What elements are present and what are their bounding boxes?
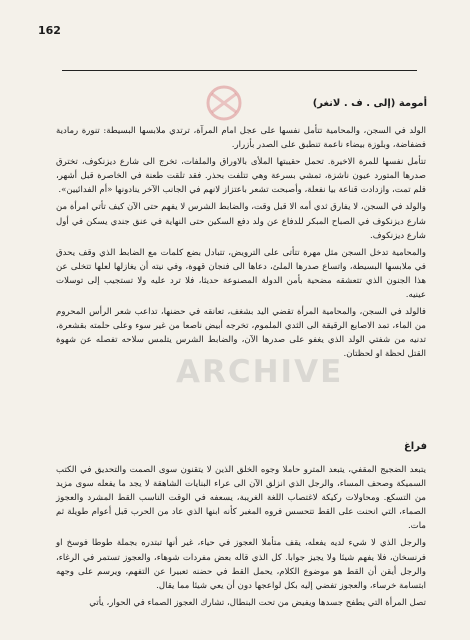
paragraph: والرجل الذي لا شيء لديه يفعله، يقف متأملا العجوز في حياء، غير أنها تبتدره بجملة طوطا فوسخ او فرنسخان، فلا يفهم شيئا ولا يجيز جوابا. كل الذي قاله بعض مفردات شوهاء، والعجوز تستمر في الرغاء، والرجل أيقن أن القط هو موضوع الكلام، يحمل القط في حضنه تعبيرا عن التفهم، ويرسم على وجهه ابتسامة خرساء، والعجوز تفضي إليه بكل لواعجها دون أن يعي شيئا مما يقال. [56,538,426,591]
paragraph: والمحامية تدخل السجن مثل مهرة تتأتى على الترويض، تتبادل بضع كلمات مع الضابط الذي وقف يحدق في ملابسها البسيطة، واتساع صدرها الملئ، دعاها الى فنجان قهوة، وفي نيته أن يغازلها لعلها تتخلى عن هذا الجنون الذي تتعشقه مضحية بأمن الدولة المصنوعة حديثا، فلا ترد عليه ولا تستجيب إلى توسلات عينيه. [56,247,426,301]
header-rule [62,70,417,71]
section-heading-motherhood: أمومة (إلى . ف . لانغر) [312,98,427,109]
section-body-emptiness [56,463,426,613]
archive-seal-icon [196,82,252,124]
paragraph: الولد في السجن، والمحامية تتأمل نفسها على عجل امام المرآة، ترتدي ملابسها البسيطة: تنورة رمادية فضفاضة، وبلوزة بيضاء ناعمة تنطبق على الصدر بأزرار. [56,126,426,151]
paragraph: تصل المرأة التي يطفح جسدها ويفيض من تحت البنطال، تشارك العجوز الصماء في الحوار، يأتي [89,597,426,608]
page-number: 162 [38,24,61,37]
section-body-motherhood [56,124,426,365]
paragraph: فالولد في السجن، والمحامية المرأة تقضي اليد بشغف، تعانقه في حضنها، تداعب شعر الرأس المحروم من الماء، تمد الاصابع الرقيقة الى الثدي الملموم، تخرجه أبيض ناصعا من غير سوء وعلى حلمته بقشعرة، تدنيه من شفتي الولد الذي يغفو على صدرها الآن، والضابط الشرس يتلمس سلاحه تفصله عن شهوة القتل لحظة او لحظتان. [56,307,426,360]
section-heading-emptiness: فراغ [403,441,427,452]
paragraph: تتأمل نفسها للمرة الاخيرة. تحمل حقيبتها الملأى بالاوراق والملفات، تخرج الى شارع ديزنكوف، تخترق صدرها المتورد عيون ناشزة، تمشي بسرعة وهي تتلفت بحذر. فقد تلقت طعنة في الخاصرة قبل أشهر، فلم تمت، وازدادت قناعة بيا نفعلة، وأصبحت تشعر باعتزاز لانهم في الجانب الآخر ينادونها «أم الفدائيين». [56,157,426,196]
archive-watermark: ARCHIVE [176,354,344,390]
paragraph: والولد في السجن، لا يفارق ثدي أمه الا قبل وقت، والضابط الشرس لا يفهم حتى الآن كيف تأتي امرأة من شارع ديزنكوف في الصباح المبكر للدفاع عن ولد دفع السكين حتى النهاية في عنق جندي يسكن في أول شارع ديزنكوف. [56,202,426,241]
paragraph: يتبعد الضجيج المقفي، يتبعد المترو حاملا وجوه الخلق الذين لا يتقنون سوى الصمت والتحديق في الكتب السميكة وصحف المساء، والرجل الذي انزلق الآن الى عراء البنايات الشاهقة لا يجد ما يفعله سوى مزيد من التسكع. ومحاولات ركيكة لاغتصاب اللغة الغريبة، يسعفه في الوقت الناسب القط المشرد والعجوز الصماء، التي انحنت على القط تتحسس فروه المغبر كأنه ابنها الذي عاد من الحرب قبل أعوام طويلة ثم مات. [56,465,426,532]
